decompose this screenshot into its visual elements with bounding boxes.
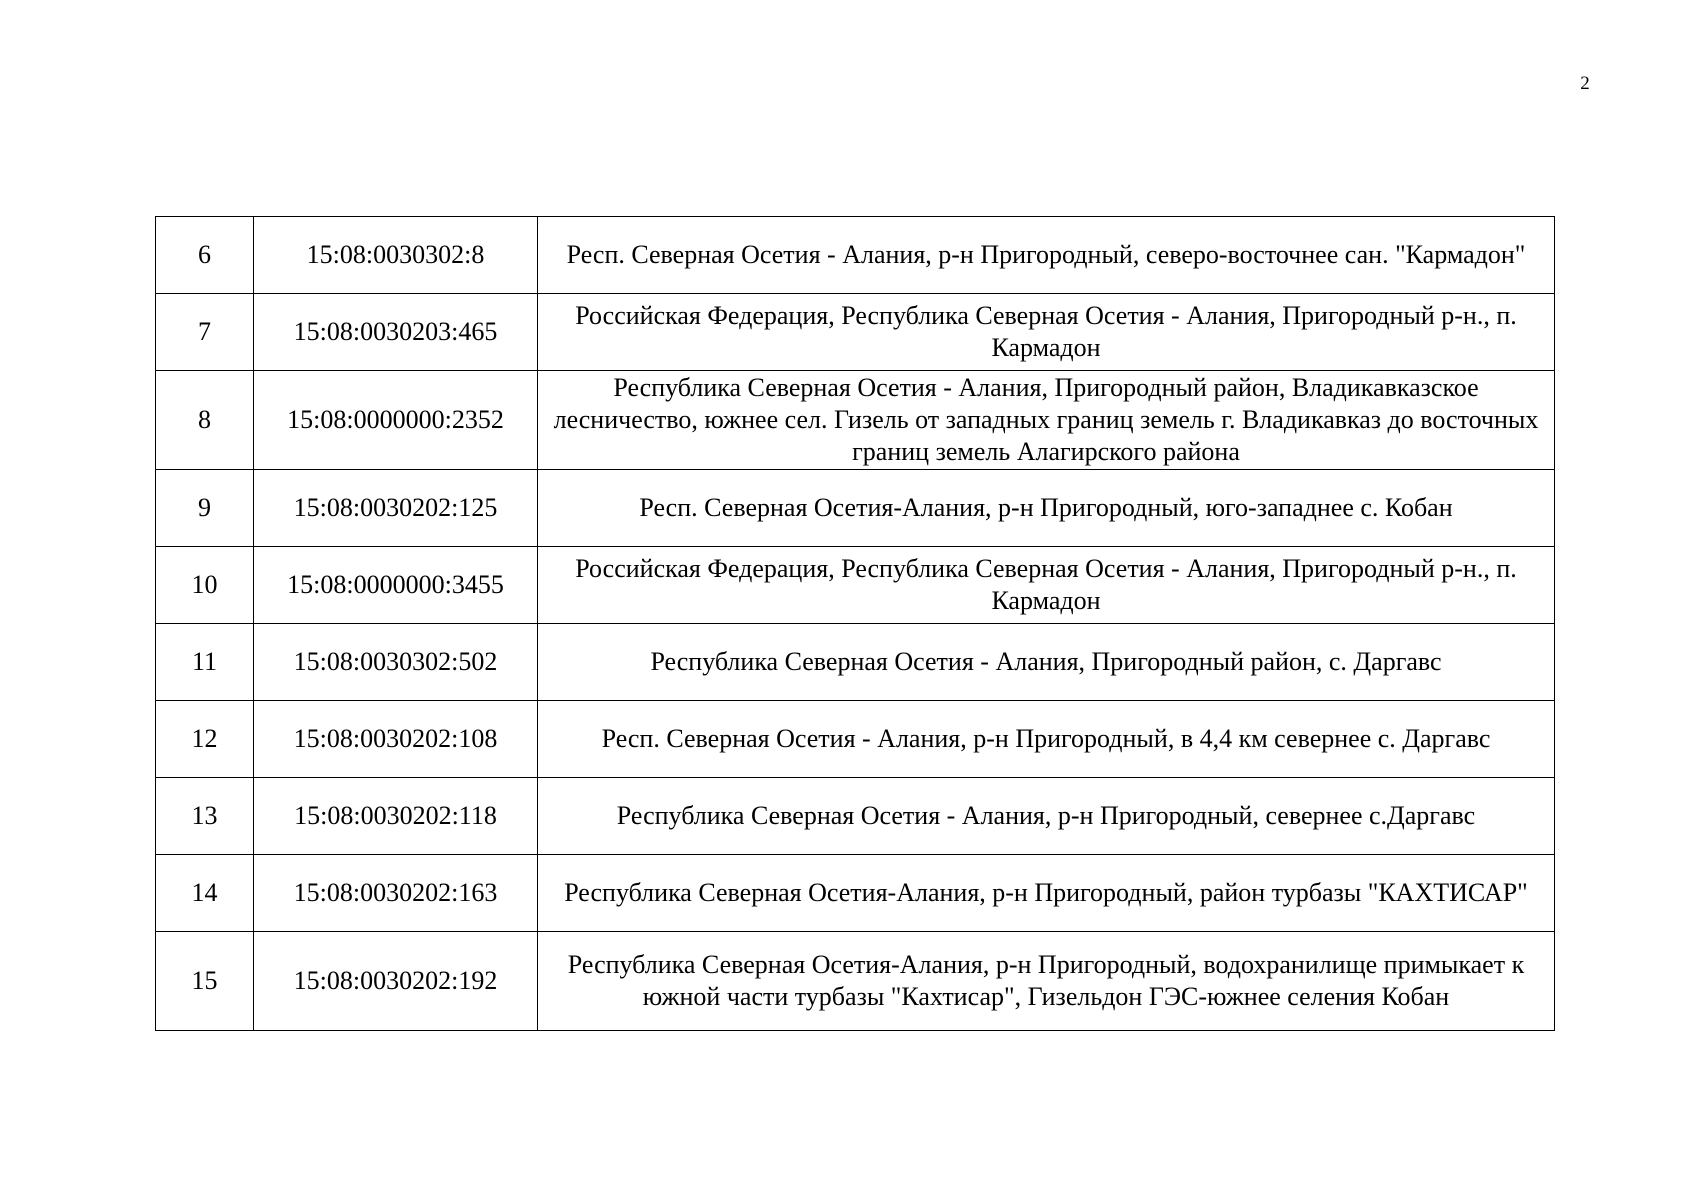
table-row (156, 855, 1555, 932)
cadastral-number: 15:08:0030202:118 (254, 778, 538, 855)
parcel-address: Республика Северная Осетия - Алания, Пригородный район, с. Даргавс (538, 624, 1555, 701)
table-row (156, 932, 1555, 1031)
cadastral-number: 15:08:0030302:8 (254, 217, 538, 294)
row-number: 11 (156, 624, 254, 701)
row-number: 10 (156, 547, 254, 624)
parcel-address: Республика Северная Осетия-Алания, р-н Пригородный, водохранилище примыкает к южной части турбазы "Кахтисар", Гизельдон ГЭС-южнее селения Кобан (538, 932, 1555, 1031)
cadastral-number: 15:08:0030302:502 (254, 624, 538, 701)
cadastral-number: 15:08:0030202:125 (254, 470, 538, 547)
parcel-address: Респ. Северная Осетия - Алания, р-н Пригородный, северо-восточнее сан. "Кармадон" (538, 217, 1555, 294)
cadastral-number: 15:08:0000000:2352 (254, 371, 538, 470)
parcel-address: Респ. Северная Осетия-Алания, р-н Пригородный, юго-западнее с. Кобан (538, 470, 1555, 547)
row-number: 8 (156, 371, 254, 470)
table-row (156, 217, 1555, 294)
row-number: 7 (156, 294, 254, 371)
table-row (156, 470, 1555, 547)
parcel-address: Респ. Северная Осетия - Алания, р-н Пригородный, в 4,4 км севернее с. Даргавс (538, 701, 1555, 778)
cadastral-number: 15:08:0000000:3455 (254, 547, 538, 624)
page-number: 2 (1580, 73, 1590, 94)
table-row (156, 294, 1555, 371)
cadastral-number: 15:08:0030202:163 (254, 855, 538, 932)
row-number: 13 (156, 778, 254, 855)
table-row (156, 701, 1555, 778)
row-number: 9 (156, 470, 254, 547)
row-number: 6 (156, 217, 254, 294)
cadastral-number: 15:08:0030202:108 (254, 701, 538, 778)
row-number: 12 (156, 701, 254, 778)
land-parcels-table (155, 216, 1555, 1031)
row-number: 15 (156, 932, 254, 1031)
parcel-address: Республика Северная Осетия-Алания, р-н Пригородный, район турбазы "КАХТИСАР" (538, 855, 1555, 932)
parcel-address: Российская Федерация, Республика Северная Осетия - Алания, Пригородный р-н., п. Кармадон (538, 294, 1555, 371)
parcel-address: Республика Северная Осетия - Алания, Пригородный район, Владикавказское лесничество, южнее сел. Гизель от западных границ земель г. Владикавказ до восточных границ земель Алагирского района (538, 371, 1555, 470)
cadastral-number: 15:08:0030203:465 (254, 294, 538, 371)
table-row (156, 778, 1555, 855)
table-row (156, 624, 1555, 701)
row-number: 14 (156, 855, 254, 932)
cadastral-number: 15:08:0030202:192 (254, 932, 538, 1031)
parcel-address: Республика Северная Осетия - Алания, р-н Пригородный, севернее с.Даргавс (538, 778, 1555, 855)
table-row (156, 547, 1555, 624)
table-row (156, 371, 1555, 470)
parcel-address: Российская Федерация, Республика Северная Осетия - Алания, Пригородный р-н., п. Кармадон (538, 547, 1555, 624)
